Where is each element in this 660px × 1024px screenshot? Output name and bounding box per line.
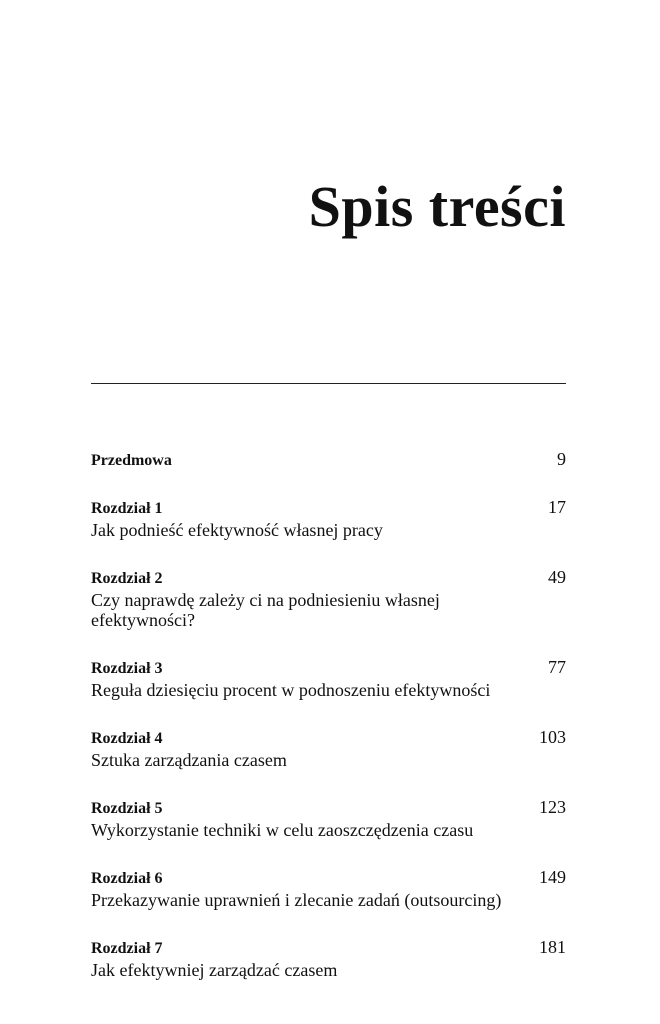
toc-entry-label: Rozdział 3 [91,660,163,677]
toc-entry-page: 49 [548,567,566,587]
toc-entry-description: Jak podnieść efektywność własnej pracy [91,520,383,540]
toc-entry-description: Sztuka zarządzania czasem [91,750,287,770]
toc-entry-description: Wykorzystanie techniki w celu zaoszczędzenia czasu [91,820,474,840]
toc-entry-description: Przekazywanie uprawnień i zlecanie zadań (outsourcing) [91,890,502,910]
toc-entry-label: Rozdział 2 [91,570,163,587]
toc-entry-page: 181 [539,937,566,957]
toc-entry-label: Rozdział 6 [91,870,163,887]
toc-entry-page: 149 [539,867,566,887]
toc-entry-chapter-5[interactable] [91,796,566,840]
toc-entry-preface[interactable] [91,448,566,472]
toc-entry-page: 17 [548,497,566,517]
toc-entry-chapter-2[interactable] [91,566,566,630]
toc-entry-chapter-7[interactable] [91,936,566,980]
toc-entry-page: 123 [539,797,566,817]
toc-entry-page: 9 [557,449,566,469]
toc-entry-label: Rozdział 4 [91,730,163,747]
toc-entry-label: Przedmowa [91,452,172,469]
toc-entry-description: Jak efektywniej zarządzać czasem [91,960,338,980]
page-title: Spis treści [308,174,566,239]
toc-entry-label: Rozdział 1 [91,500,163,517]
toc-entry-chapter-4[interactable] [91,726,566,770]
toc-entry-description: Czy naprawdę zależy ci na podniesieniu własnej efektywności? [91,590,440,630]
title-divider [91,383,566,384]
toc-entry-label: Rozdział 5 [91,800,163,817]
toc-entry-page: 77 [548,657,566,677]
toc-entry-label: Rozdział 7 [91,940,163,957]
toc-entry-chapter-1[interactable] [91,496,566,540]
toc-entry-chapter-3[interactable] [91,656,566,700]
table-of-contents [91,448,566,1006]
toc-entry-chapter-6[interactable] [91,866,566,910]
toc-entry-page: 103 [539,727,566,747]
toc-entry-description: Reguła dziesięciu procent w podnoszeniu efektywności [91,680,491,700]
